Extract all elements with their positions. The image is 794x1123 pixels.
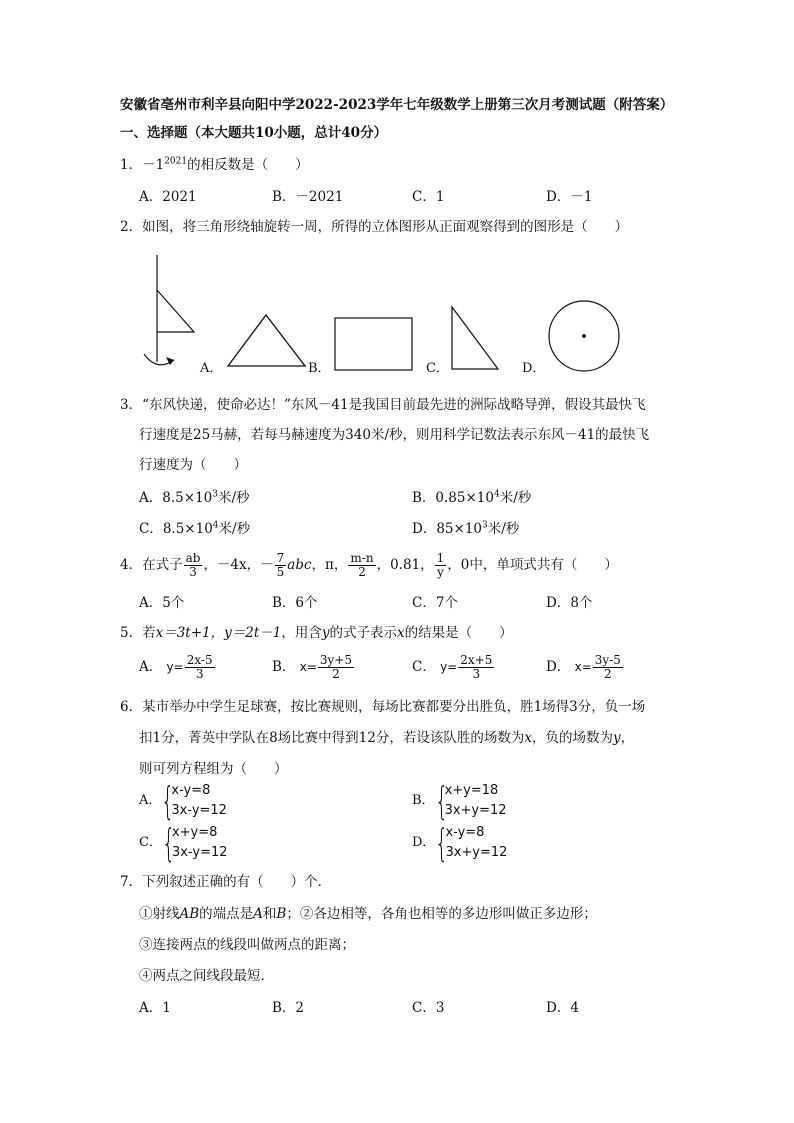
q5-option-c: C． y= $\frac{2x+5}{3}$ <box>412 653 493 681</box>
q2-option-b-rectangle <box>335 318 412 370</box>
question-6-line-1: 6．某市举办中学生足球赛，按比赛规则，每场比赛都要分出胜负，胜1场得3分，负一场 <box>120 699 646 715</box>
q7-option-c: C．3 <box>412 1000 445 1016</box>
question-2-stem: 2．如图，将三角形绕轴旋转一周，所得的立体图形从正面观察得到的图形是（ ） <box>120 219 629 235</box>
rotation-figure <box>144 255 194 365</box>
q4-option-c: C．7个 <box>412 595 458 611</box>
q6-option-a: A．{ x-y=8 3x-y=12 <box>139 779 227 823</box>
q2-option-c-label: C． <box>426 361 449 375</box>
q6-option-b: B．{ x+y=18 3x+y=12 <box>412 779 507 823</box>
q3-option-b: B．$0.85\times 10^4$米/秒 <box>412 489 532 506</box>
q6-option-c: C．{ x+y=8 3x-y=12 <box>139 821 228 865</box>
question-6-line-3: 则可列方程组为（ ） <box>139 761 288 777</box>
page-title: 安徽省亳州市利辛县向阳中学2022-2023学年七年级数学上册第三次月考测试题（附答案） <box>120 97 674 113</box>
q4-fraction-1-y: $\frac{1}{y}$ <box>436 551 445 579</box>
q7-option-b: B．2 <box>272 1000 305 1016</box>
q4-option-a: A．5个 <box>139 595 185 611</box>
q3-option-c: C．$8.5\times 10^4$米/秒 <box>139 520 251 537</box>
q4-fraction-m-n-2: $\frac{m-n}{2}$ <box>350 551 374 579</box>
q5-option-a: A． y= $\frac{2x-5}{3}$ <box>139 653 213 681</box>
q7-statement-4: ④两点之间线段最短． <box>139 968 274 984</box>
q1-option-b: B．－2021 <box>272 189 344 205</box>
q4-option-d: D．8个 <box>546 595 593 611</box>
q7-option-d: D．4 <box>546 1000 579 1016</box>
question-3-line-3: 行速度为（ ） <box>139 457 247 473</box>
question-1-stem: 1．$-1^{2021}$的相反数是（ ） <box>120 156 309 173</box>
q2-option-b-label: B． <box>308 361 331 375</box>
question-3-line-2: 行速度是25马赫，若每马赫速度为340米/秒，则用科学记数法表示东风－41的最快飞 <box>139 427 650 443</box>
question-7-stem: 7．下列叙述正确的有（ ）个． <box>120 874 332 890</box>
q2-option-a-triangle <box>228 315 305 366</box>
q7-statement-1-2: ①射线AB的端点是A和B；②各边相等，各角也相等的多边形叫做正多边形； <box>139 906 597 922</box>
q2-figures <box>130 250 650 375</box>
section-heading: 一、选择题（本大题共10小题，总计40分） <box>120 125 388 141</box>
q5-option-d: D． x= $\frac{3y-5}{2}$ <box>546 653 621 681</box>
question-5-stem: 5．若x＝3t+1，y＝2t－1，用含y的式子表示x的结果是（ ） <box>120 625 513 641</box>
q2-option-a-label: A． <box>200 361 223 375</box>
q2-option-d-label: D． <box>522 361 546 375</box>
q6-option-d: D．{ x-y=8 3x+y=12 <box>412 821 508 865</box>
q1-option-c: C．1 <box>412 189 445 205</box>
q3-option-a: A．$8.5\times 10^3$米/秒 <box>139 489 250 506</box>
question-6-line-2: 扣1分，菁英中学队在8场比赛中得到12分，若设该队胜的场数为x，负的场数为y， <box>139 730 635 746</box>
q3-option-d: D．$85\times 10^3$米/秒 <box>412 520 520 537</box>
q4-option-b: B．6个 <box>272 595 318 611</box>
q4-fraction-7-5: $\frac{7}{5}$ <box>276 551 285 579</box>
q7-statement-3: ③连接两点的线段叫做两点的距离； <box>139 937 355 953</box>
q7-option-a: A．1 <box>139 1000 171 1016</box>
q1-option-a: A．2021 <box>139 189 197 205</box>
q2-option-c-right-triangle <box>452 307 498 369</box>
q1-option-d: D．－1 <box>546 189 593 205</box>
question-3-line-1: 3．“东风快递，使命必达！”东风－41是我国目前最先进的洲际战略导弹，假设其最快飞 <box>120 397 646 413</box>
question-4-stem: 4．在式子 $\frac{ab}{3}$ ，－4x，－ $\frac{7}{5}$ abc，π， $\frac{m-n}{2}$ ，0.81， $\frac{1}{y}$ ，0中，单项式共有（ ） <box>120 551 618 579</box>
q2-option-d-center-dot <box>582 334 586 338</box>
q5-option-b: B． x= $\frac{3y+5}{2}$ <box>272 653 352 681</box>
q4-fraction-ab-3: $\frac{ab}{3}$ <box>185 551 201 579</box>
